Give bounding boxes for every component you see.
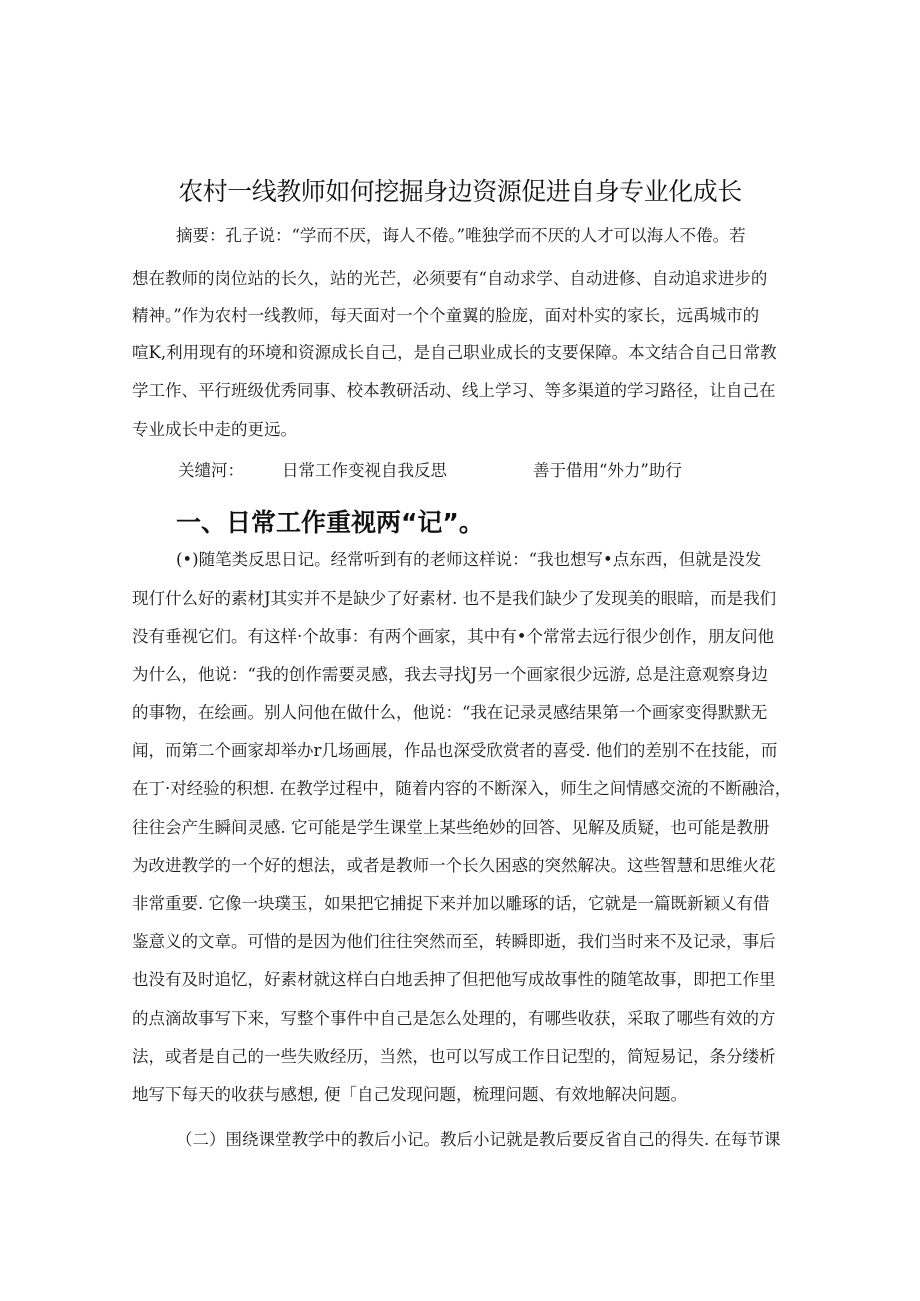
keyword-item: 善于借用“外力”助行 (533, 461, 682, 480)
body-line: 现仃什么好的素材J其实并不是缺少了好素材. 也不是我们缺少了发现美的眼暗，而是我们 (132, 589, 777, 608)
body-line: 法，或者是自己的一些失败经历，当然，也可以写成工作日记型的，简短易记，条分缕析 (132, 1047, 776, 1066)
body-line: 在丁·对经验的积想. 在教学过程中，随着内容的不断深入，师生之间情感交流的不断融洽， (132, 779, 792, 798)
body-line: 也没有及时追忆，好素材就这样白白地丢抻了但把他写成故事性的随笔故事，即把工作里 (132, 970, 776, 989)
abstract-line: 喧K,利用现有的环境和资源成长自己，是自己职业成长的支要保障。本文结合自己日常教 (132, 343, 777, 362)
abstract-line: 想在教师的岗位站的长久，站的光芒，必须要有“自动求学、自动进修、自动追求进步的 (132, 269, 768, 288)
document-title: 农村一线教师如何挖掘身边资源促进自身专业化成长 (178, 177, 742, 206)
body-line: 的点滴故事写下来，写整个事件中自己是怎么处理的，有哪些收获，采取了哪些有效的方 (132, 1009, 776, 1028)
keywords-label: 关缱河： (178, 461, 244, 480)
body-line: (•)随笔类反思日记。经常听到有的老师这样说：“我也想写•点东西，但就是没发 (176, 550, 762, 569)
body-line: 鉴意义的文章。可惜的是因为他们往往突然而至，转瞬即逝，我们当时来不及记录，事后 (132, 932, 776, 951)
keyword-item: 日常工作变视自我反思 (282, 461, 447, 480)
abstract-line: 专业成长中走的更远。 (132, 420, 297, 439)
body-line: 非常重要. 它像一块璞玉，如果把它捕捉下来并加以雕琢的话，它就是一篇既新颖乂有借 (132, 894, 770, 913)
section-heading: 一、日常工作重视两“记”。 (176, 508, 484, 537)
body-line: 闻，而第二个画家却举办r几场画展，作品也深受欣赏者的喜受. 他们的差别不在技能，而 (132, 741, 778, 760)
abstract-line: 精神。”作为农村一线教师，每天面对一个个童翼的脸庞，面对朴实的家长，远禹城市的 (132, 306, 760, 325)
body-line: 地写下每天的收获与感想, 便「自己发现问题，梳理问题、有效地解决问题。 (132, 1085, 687, 1104)
body-line: 的事物，在绘画。别人问他在做什么，他说：“我在记录灵感结果第一个画家变得默默无 (132, 703, 768, 722)
body-line: 为改进教学的一个好的想法，或者是教师一个长久困惑的突然解决。这些智慧和思维火花 (132, 856, 776, 875)
body-line: 往往会产生瞬间灵感. 它可能是学生课堂上某些绝妙的回答、见解及质疑，也可能是教册 (132, 818, 770, 837)
abstract-line: 学工作、平行班级优秀同事、校本教研活动、线上学习、等多渠道的学习路径，让自己在 (132, 381, 776, 400)
paragraph-line: （二）围绕课堂教学中的教后小记。教后小记就是教后要反省自己的得失. 在每节课 (176, 1130, 781, 1149)
body-line: 没有垂视它们。有这样·个故事：有两个画家，其中有•个常常去远行很少创作，朋友问他 (132, 627, 774, 646)
body-line: 为什么，他说：“我的创作需要灵感，我去寻找J另一个画家很少远游, 总是注意观察身边 (132, 665, 769, 684)
abstract-line: 摘要：孔子说：“学而不厌，诲人不倦。”唯独学而不厌的人才可以海人不倦。若 (176, 226, 746, 245)
